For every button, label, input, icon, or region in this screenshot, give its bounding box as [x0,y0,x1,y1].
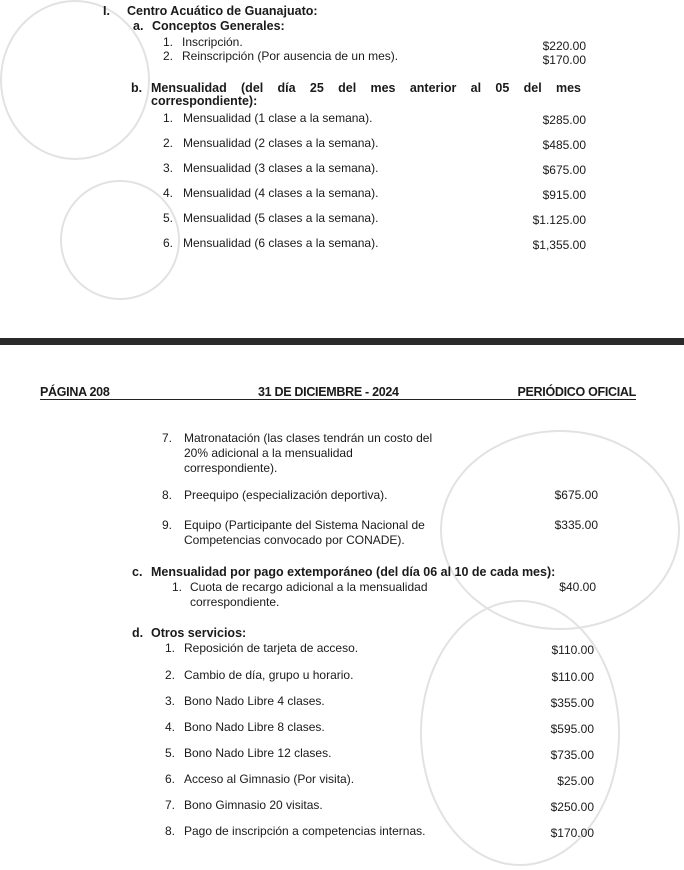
header-rule [40,399,636,400]
item-number: 7. [165,798,176,812]
item-price: $170.00 [542,53,586,67]
item-text: Mensualidad (5 clases a la semana). [183,211,379,225]
item-price: $355.00 [550,696,594,710]
item-text: Pago de inscripción a competencias internas. [184,824,426,838]
item-price: $1.125.00 [532,213,586,227]
subsection-letter: c. [132,565,143,579]
item-price: $335.00 [554,518,598,532]
item-price: $170.00 [550,826,594,840]
subsection-title: Mensualidad por pago extemporáneo (del día 06 al 10 de cada mes): [151,565,556,579]
item-text: Mensualidad (4 clases a la semana). [183,186,379,200]
item-text: Bono Nado Libre 4 clases. [184,694,325,708]
page-date: 31 DE DICIEMBRE - 2024 [258,385,399,399]
item-number: 2. [163,136,174,150]
item-price: $220.00 [542,39,586,53]
subsection-title: Conceptos Generales: [152,19,285,33]
item-number: 1. [163,111,174,125]
item-text: Reposición de tarjeta de acceso. [184,641,359,655]
item-text: correspondiente). [184,461,278,475]
item-price: $675.00 [554,488,598,502]
item-number: 6. [165,772,176,786]
section-title: Centro Acuático de Guanajuato: [127,4,318,18]
subsection-title: Otros servicios: [151,626,247,640]
item-number: 5. [163,211,174,225]
item-text: Equipo (Participante del Sistema Nacional de [184,518,425,532]
item-text: Competencias convocado por CONADE). [184,533,405,547]
item-number: 4. [165,720,176,734]
item-number: 3. [165,694,176,708]
item-number: 8. [165,824,176,838]
item-text: Mensualidad (2 clases a la semana). [183,136,379,150]
subsection-title: Mensualidad (del día 25 del mes anterior al 05 del mes [151,81,581,95]
item-price: $1,355.00 [532,238,586,252]
item-number: 9. [162,518,173,532]
item-text: Bono Gimnasio 20 visitas. [184,798,323,812]
subsection-letter: a. [133,19,144,33]
subsection-letter: b. [131,81,143,95]
item-text: Acceso al Gimnasio (Por visita). [184,772,355,786]
item-number: 6. [163,236,174,250]
item-price: $595.00 [550,722,594,736]
item-text: Mensualidad (3 clases a la semana). [183,161,379,175]
item-number: 7. [162,431,173,445]
item-number: 8. [162,488,173,502]
item-price: $735.00 [550,748,594,762]
item-text: Matronatación (las clases tendrán un costo del [184,431,433,445]
item-price: $25.00 [557,774,594,788]
item-price: $110.00 [551,670,594,684]
page-number: PÁGINA 208 [40,385,110,399]
item-number: 3. [163,161,174,175]
item-text: Bono Nado Libre 8 clases. [184,720,325,734]
item-number: 2. [165,668,176,682]
item-price: $40.00 [559,580,596,594]
item-number: 4. [163,186,174,200]
item-text: Cambio de día, grupo u horario. [184,668,354,682]
item-number: 5. [165,746,176,760]
item-price: $915.00 [542,188,586,202]
subsection-title-cont: correspondiente): [151,94,258,108]
item-text: correspondiente. [190,595,280,609]
item-text: Reinscripción (Por ausencia de un mes). [182,49,399,63]
page-separator [0,338,684,345]
item-text: Bono Nado Libre 12 clases. [184,746,332,760]
item-price: $285.00 [542,113,586,127]
publication-name: PERIÓDICO OFICIAL [517,385,636,399]
subsection-letter: d. [132,626,144,640]
item-price: $250.00 [550,800,594,814]
section-number: I. [103,4,110,18]
item-text: Mensualidad (6 clases a la semana). [183,236,379,250]
item-number: 1. [172,580,183,594]
watermark-ornament [60,180,180,300]
item-price: $110.00 [551,643,594,657]
item-text: Preequipo (especialización deportiva). [184,488,388,502]
item-text: Mensualidad (1 clase a la semana). [183,111,373,125]
item-number: 1. [165,641,176,655]
item-price: $675.00 [542,163,586,177]
item-text: Cuota de recargo adicional a la mensualidad [190,580,428,594]
item-number: 1. [163,35,174,49]
watermark-ornament [0,0,150,160]
item-number: 2. [163,49,174,63]
item-text: 20% adicional a la mensualidad [184,446,353,460]
item-text: Inscripción. [182,35,243,49]
item-price: $485.00 [542,138,586,152]
